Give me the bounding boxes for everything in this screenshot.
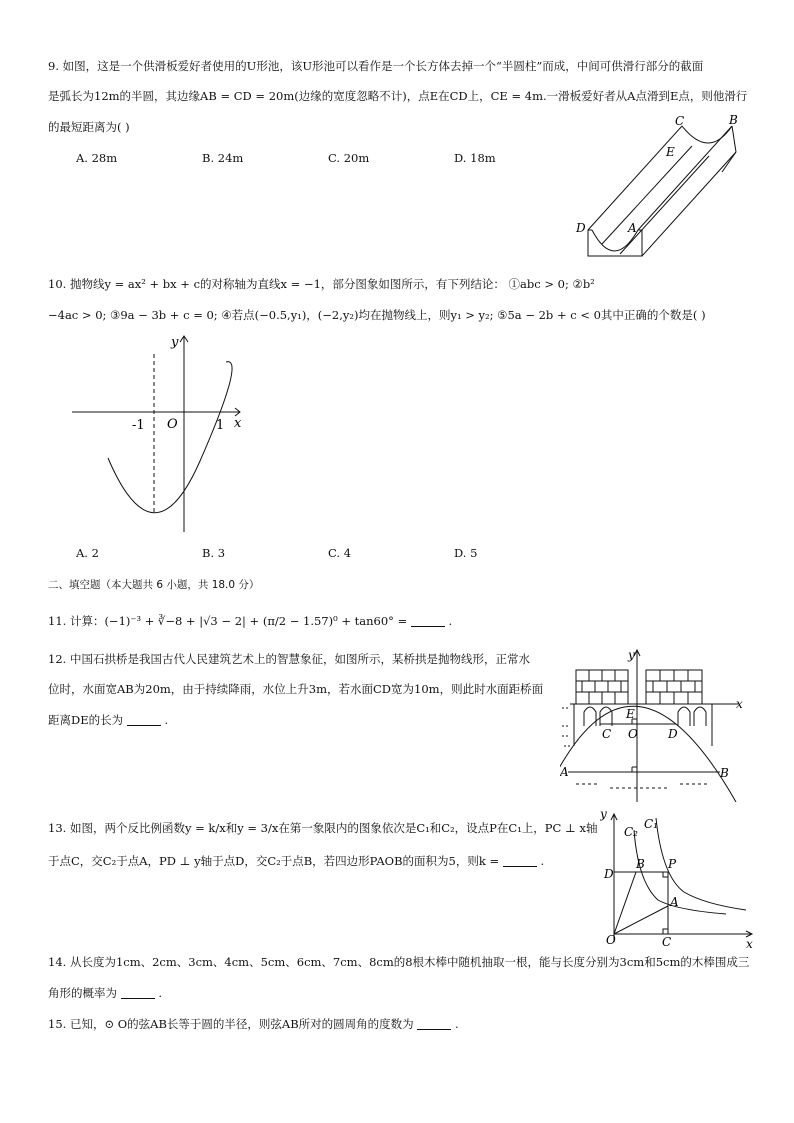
- q9-label-e: E: [666, 145, 675, 159]
- q9-label-d: D: [576, 221, 586, 235]
- q12-brick-wall-right: [646, 670, 702, 704]
- q15-answer-blank[interactable]: [417, 1017, 451, 1030]
- q9-option-b: B. 24m: [202, 151, 244, 165]
- q13-label-c: C: [662, 935, 672, 948]
- q10-parabola-figure: [72, 334, 252, 534]
- q12-answer-blank[interactable]: [127, 713, 161, 726]
- q12-label-b: B: [720, 766, 729, 780]
- q11-text: [48, 613, 452, 629]
- q9-label-c: C: [675, 114, 685, 128]
- q14-period: .: [158, 986, 162, 1000]
- q13-label-p: P: [668, 857, 677, 871]
- q10-label-1: 1: [216, 418, 225, 433]
- q13-line1: 13. 如图，两个反比例函数y = k/x和y = 3/x在第一象限内的图象依次是C₁和C₂，设点P在C₁上，PC ⊥ x轴: [48, 821, 598, 835]
- q13-label-a: A: [670, 895, 679, 909]
- q13-label-o: O: [606, 933, 616, 947]
- q11-expression: 11. 计算：(−1)⁻³ + ∛−8 + |√3 − 2| + (π/2 − 1.57)⁰ + tan60° =: [48, 614, 408, 628]
- q12-label-x: x: [736, 697, 743, 711]
- q15-question: 15. 已知，⊙ O的弦AB长等于圆的半径，则弦AB所对的圆周角的度数为: [48, 1017, 414, 1031]
- q9-u-pool-figure: [572, 112, 744, 266]
- q11-period: .: [448, 614, 453, 628]
- q15-period: .: [455, 1017, 459, 1031]
- q12-label-e: E: [626, 707, 635, 721]
- q13-answer-blank[interactable]: [503, 854, 537, 867]
- q13-period: .: [540, 854, 545, 868]
- q15-text: [48, 1016, 459, 1032]
- q10-option-d: D. 5: [454, 546, 478, 560]
- q14-line1: 14. 从长度为1cm、2cm、3cm、4cm、5cm、6cm、7cm、8cm的8根木棒中随机抽取一根，能与长度分别为3cm和5cm的木棒围成三: [48, 955, 750, 969]
- q9-line3: 的最短距离为( ): [48, 120, 130, 134]
- q10-option-b: B. 3: [202, 546, 226, 560]
- q13-label-y: y: [600, 807, 607, 821]
- q12-line3: [48, 712, 168, 728]
- q14-line2: [48, 985, 162, 1001]
- q12-bridge-figure: [560, 646, 750, 802]
- q12-label-o: O: [628, 727, 638, 741]
- q10-label-y: y: [171, 335, 179, 350]
- q13-hyperbola-figure: [600, 806, 760, 948]
- q10-label-o: O: [167, 417, 178, 432]
- q13-label-c1: C₁: [644, 817, 658, 831]
- q12-brick-wall-left: [576, 670, 628, 704]
- q12-line1: 12. 中国石拱桥是我国古代人民建筑艺术上的智慧象征，如图所示，某桥拱是抛物线形，正常水: [48, 652, 530, 666]
- q12-period: .: [164, 713, 169, 727]
- q10-parabola-curve: [108, 362, 232, 513]
- q9-option-c: C. 20m: [328, 151, 370, 165]
- q13-label-x: x: [746, 937, 753, 948]
- q10-label-neg1: -1: [132, 418, 145, 433]
- q10-option-a: A. 2: [76, 546, 99, 560]
- q9-label-a: A: [628, 221, 637, 235]
- q11-answer-blank[interactable]: [411, 614, 445, 627]
- q9-option-a: A. 28m: [76, 151, 118, 165]
- q10-option-c: C. 4: [328, 546, 352, 560]
- q13-label-b: B: [636, 857, 645, 871]
- q9-line1: 9. 如图，这是一个供滑板爱好者使用的U形池，该U形池可以看作是一个长方体去掉一个“半圆柱”而成，中间可供滑行部分的截面: [48, 59, 704, 73]
- q12-label-y: y: [628, 648, 635, 662]
- q9-option-d: D. 18m: [454, 151, 496, 165]
- q13-label-d: D: [604, 867, 614, 881]
- q12-label-a: A: [560, 765, 569, 779]
- section2-heading: 二、填空题（本大题共 6 小题，共 18.0 分）: [48, 579, 260, 591]
- q12-line3-text: 距离DE的长为: [48, 713, 124, 727]
- q10-label-x: x: [234, 416, 242, 431]
- q14-answer-blank[interactable]: [121, 986, 155, 999]
- q9-line2: 是弧长为12m的半圆，其边缘AB = CD = 20m(边缘的宽度忽略不计)，点E在CD上，CE = 4m.一滑板爱好者从A点滑到E点，则他滑行: [48, 89, 748, 103]
- q13-label-c2: C₂: [624, 825, 638, 839]
- q9-label-b: B: [729, 113, 738, 127]
- q10-line2: −4ac > 0; ③9a − 3b + c = 0; ④若点(−0.5,y₁)，(−2,y₂)均在抛物线上，则y₁ > y₂; ⑤5a − 2b + c < 0其中正确的个数是( ): [48, 308, 706, 322]
- q14-line2-text: 角形的概率为: [48, 986, 117, 1000]
- q12-label-d: D: [668, 727, 678, 741]
- q13-line2-text: 于点C，交C₂于点A，PD ⊥ y轴于点D，交C₂于点B，若四边形PAOB的面积为5，则k =: [48, 854, 500, 868]
- q12-line2: 位时，水面宽AB为20m，由于持续降雨，水位上升3m，若水面CD宽为10m，则此时水面距桥面: [48, 682, 544, 696]
- q13-line2: [48, 853, 544, 869]
- q10-line1: 10. 抛物线y = ax² + bx + c的对称轴为直线x = −1，部分图象如图所示，有下列结论： ①abc > 0; ②b²: [48, 277, 595, 291]
- q12-label-c: C: [602, 727, 612, 741]
